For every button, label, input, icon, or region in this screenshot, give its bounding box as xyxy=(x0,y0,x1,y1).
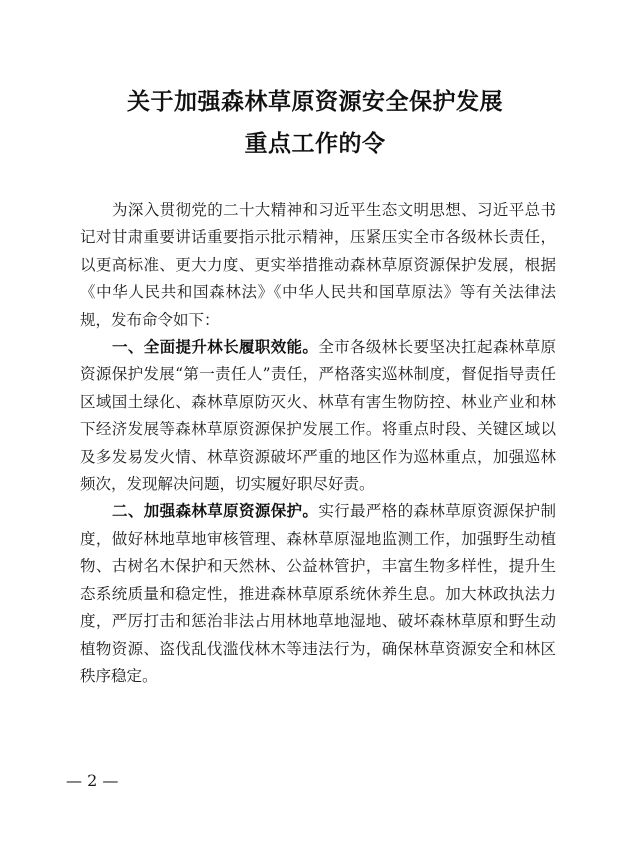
page-number: — 2 — xyxy=(66,771,119,790)
section-paragraph-1 xyxy=(80,334,556,498)
document-body xyxy=(80,197,556,690)
section-heading-2: 二、加强森林草原资源保护。 xyxy=(112,502,319,521)
section-heading-1: 一、全面提升林长履职效能。 xyxy=(112,338,319,357)
document-title-line-2: 重点工作的令 xyxy=(244,130,386,157)
document-title-line-1: 关于加强森林草原资源安全保护发展 xyxy=(127,88,503,115)
section-text-2: 实行最严格的森林草原资源保护制度，做好林地草地审核管理、森林草原湿地监测工作，加强野生动植物、古树名木保护和天然林、公益林管护，丰富生物多样性，提升生态系统质量和稳定性，推进森林草原系统休养生息。加大林政执法力度，严厉打击和惩治非法占用林地草地湿地、破坏森林草原和野生动植物资源、盗伐乱伐滥伐林木等违法行为，确保林草资源安全和林区秩序稳定。 xyxy=(80,502,556,685)
section-text-1: 全市各级林长要坚决扛起森林草原资源保护发展“第一责任人”责任，严格落实巡林制度，督促指导责任区域国土绿化、森林草原防灭火、林草有害生物防控、林业产业和林下经济发展等森林草原资源保护发展工作。将重点时段、关键区域以及多发易发火情、林草资源破坏严重的地区作为巡林重点，加强巡林频次，发现解决问题，切实履好职尽好责。 xyxy=(80,338,556,494)
section-paragraph-2 xyxy=(80,498,556,690)
intro-paragraph: 为深入贯彻党的二十大精神和习近平生态文明思想、习近平总书记对甘肃重要讲话重要指示批示精神，压紧压实全市各级林长责任，以更高标准、更大力度、更实举措推动森林草原资源保护发展，根据《中华人民共和国森林法》《中华人民共和国草原法》等有关法律法规，发布命令如下： xyxy=(80,201,556,329)
